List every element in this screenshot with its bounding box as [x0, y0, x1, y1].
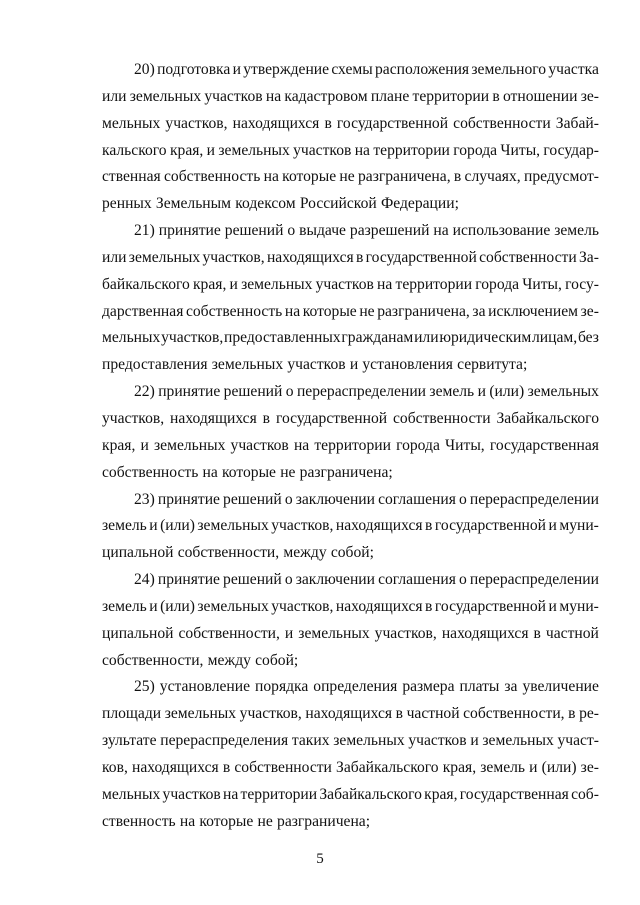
- text-line: 25) установление порядка определения размера платы за увеличение: [134, 678, 599, 696]
- text-line: дарственная собственность на которые не разграничена, за исключением зе-: [102, 302, 599, 320]
- text-line: или земельных участков, находящихся в государственной собственности За-: [102, 248, 599, 266]
- text-line: предоставления земельных участков и установления сервитута;: [102, 356, 528, 374]
- text-line: мельных участков, предоставленных гражданам или юридическим лицам, без: [102, 329, 599, 347]
- paragraph-item-23: [102, 487, 599, 568]
- paragraph-item-25: [102, 674, 599, 835]
- paragraph-item-24: [102, 567, 599, 674]
- text-line: ренных Земельным кодексом Российской Федерации;: [102, 195, 459, 213]
- text-line: байкальского края, и земельных участков на территории города Читы, госу-: [102, 275, 599, 293]
- text-line: ципальной собственности, и земельных участков, находящихся в частной: [102, 624, 599, 642]
- text-line: 20) подготовка и утверждение схемы расположения земельного участка: [134, 61, 599, 78]
- text-line: ципальной собственности, между собой;: [102, 544, 374, 562]
- text-line: ственность на которые не разграничена;: [102, 812, 371, 830]
- text-line: ственная собственность на которые не разграничена, в случаях, предусмот-: [102, 168, 599, 186]
- text-line: участков, находящихся в государственной собственности Забайкальского: [102, 409, 599, 427]
- text-line: 23) принятие решений о заключении соглашения о перераспределении: [134, 490, 599, 508]
- document-body: [102, 57, 599, 835]
- text-line: 21) принятие решений о выдаче разрешений на использование земель: [134, 222, 599, 240]
- paragraph-item-22: [102, 379, 599, 486]
- paragraph-item-21: [102, 218, 599, 379]
- text-line: кальского края, и земельных участков на территории города Читы, государ-: [102, 141, 599, 159]
- text-line: собственность на которые не разграничена;: [102, 463, 393, 481]
- text-line: земель и (или) земельных участков, находящихся в государственной и муни-: [102, 597, 599, 615]
- text-line: зультате перераспределения таких земельных участков и земельных участ-: [102, 732, 599, 750]
- text-line: площади земельных участков, находящихся в частной собственности, в ре-: [102, 705, 599, 723]
- text-line: мельных участков на территории Забайкальского края, государственная соб-: [102, 785, 599, 803]
- text-line: или земельных участков на кадастровом плане территории в отношении зе-: [102, 87, 599, 105]
- text-line: земель и (или) земельных участков, находящихся в государственной и муни-: [102, 517, 599, 535]
- text-line: 24) принятие решений о заключении соглашения о перераспределении: [134, 571, 599, 589]
- text-line: мельных участков, находящихся в государственной собственности Забай-: [102, 114, 599, 132]
- text-line: собственности, между собой;: [102, 651, 299, 669]
- paragraph-item-20: [102, 57, 599, 218]
- text-line: ков, находящихся в собственности Забайкальского края, земель и (или) зе-: [102, 758, 599, 776]
- page-number: 5: [316, 851, 324, 867]
- text-line: 22) принятие решений о перераспределении земель и (или) земельных: [134, 383, 599, 401]
- text-line: края, и земельных участков на территории города Читы, государственная: [102, 436, 599, 454]
